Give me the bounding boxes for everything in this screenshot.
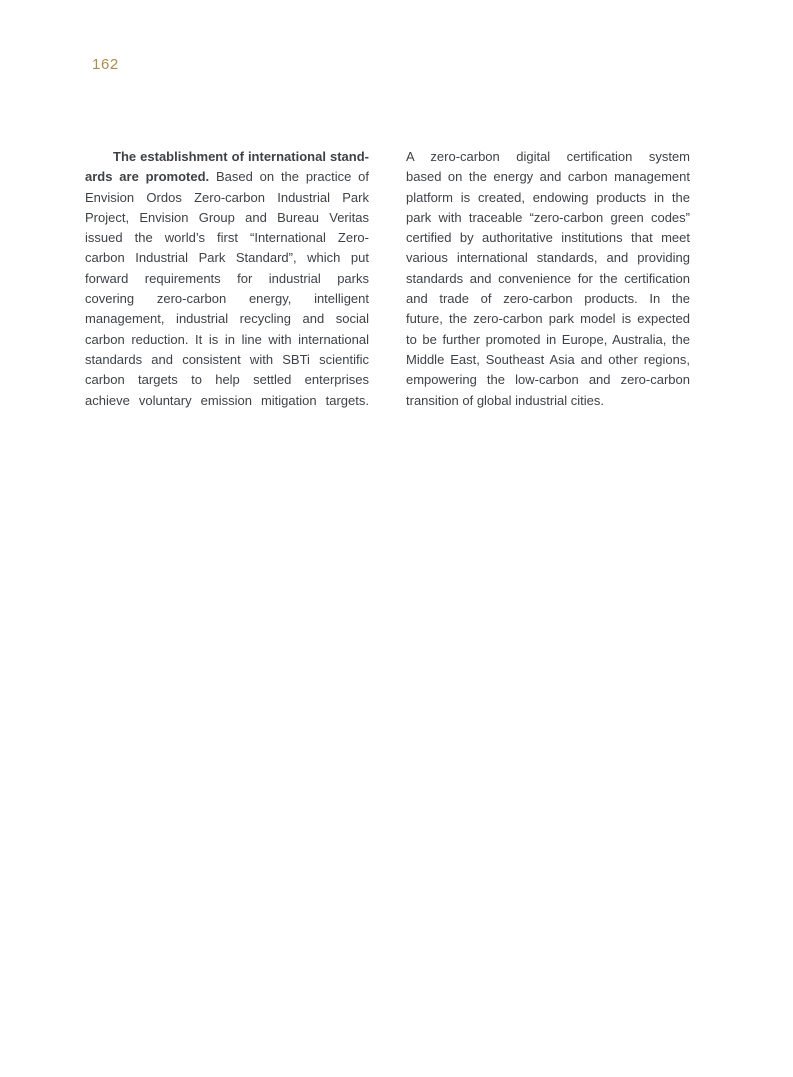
text-column-left xyxy=(85,147,369,411)
text-segment: carbon targets to help settled enterprises xyxy=(85,372,369,388)
text-segment: forward requirements for industrial parks xyxy=(85,270,369,286)
text-segment: carbon reduction. It is in line with international xyxy=(85,331,369,347)
text-line xyxy=(85,248,369,268)
text-line xyxy=(406,208,690,228)
text-segment: issued the world’s first “International Zero- xyxy=(85,230,369,246)
text-segment: A zero-carbon digital certification system xyxy=(406,149,690,164)
text-segment: certified by authoritative institutions that meet xyxy=(406,230,690,246)
text-segment: covering zero-carbon energy, intelligent xyxy=(85,291,369,307)
text-segment: platform is created, endowing products in the xyxy=(406,189,690,205)
text-line xyxy=(406,350,690,370)
text-line xyxy=(85,330,369,350)
text-line xyxy=(85,289,369,309)
text-line xyxy=(406,167,690,187)
text-line xyxy=(85,350,369,370)
bold-text-segment: ards are promoted. xyxy=(85,169,210,185)
text-line xyxy=(406,391,690,411)
text-segment: standards and convenience for the certification xyxy=(406,270,690,286)
text-segment: Based on the practice of xyxy=(209,169,369,185)
text-segment: Middle East, Southeast Asia and other regions, xyxy=(406,351,690,367)
text-segment: based on the energy and carbon management xyxy=(406,169,690,185)
text-segment: empowering the low-carbon and zero-carbon xyxy=(406,372,690,388)
text-segment: Project, Envision Group and Bureau Veritas xyxy=(85,209,369,225)
text-segment: standards and consistent with SBTi scientific xyxy=(85,351,369,367)
text-line xyxy=(406,370,690,390)
text-segment: carbon Industrial Park Standard”, which put xyxy=(85,250,369,266)
text-segment: management, industrial recycling and social xyxy=(85,311,369,327)
text-line xyxy=(85,269,369,289)
text-line xyxy=(406,228,690,248)
text-line xyxy=(406,269,690,289)
text-line xyxy=(406,309,690,329)
text-line xyxy=(85,391,369,411)
text-line xyxy=(406,289,690,309)
text-line xyxy=(406,188,690,208)
text-line xyxy=(406,330,690,350)
text-column-right xyxy=(406,147,690,411)
page-number: 162 xyxy=(92,56,119,73)
text-segment: Envision Ordos Zero-carbon Industrial Park xyxy=(85,189,369,205)
text-segment: future, the zero-carbon park model is expected xyxy=(406,311,690,327)
text-line xyxy=(85,208,369,228)
bold-text-segment: The establishment of international stand- xyxy=(113,149,369,164)
text-columns xyxy=(85,147,690,411)
text-line xyxy=(85,147,369,167)
text-segment: transition of global industrial cities. xyxy=(406,392,604,408)
text-line xyxy=(406,248,690,268)
text-segment: and trade of zero-carbon products. In the xyxy=(406,291,690,307)
text-segment: various international standards, and providing xyxy=(406,250,690,266)
text-line xyxy=(85,309,369,329)
text-line xyxy=(406,147,690,167)
text-line xyxy=(85,188,369,208)
text-line xyxy=(85,370,369,390)
text-segment: achieve voluntary emission mitigation targets. xyxy=(85,392,369,408)
text-line xyxy=(85,167,369,187)
text-segment: park with traceable “zero-carbon green codes” xyxy=(406,209,690,225)
text-line xyxy=(85,228,369,248)
text-segment: to be further promoted in Europe, Australia, the xyxy=(406,331,690,347)
